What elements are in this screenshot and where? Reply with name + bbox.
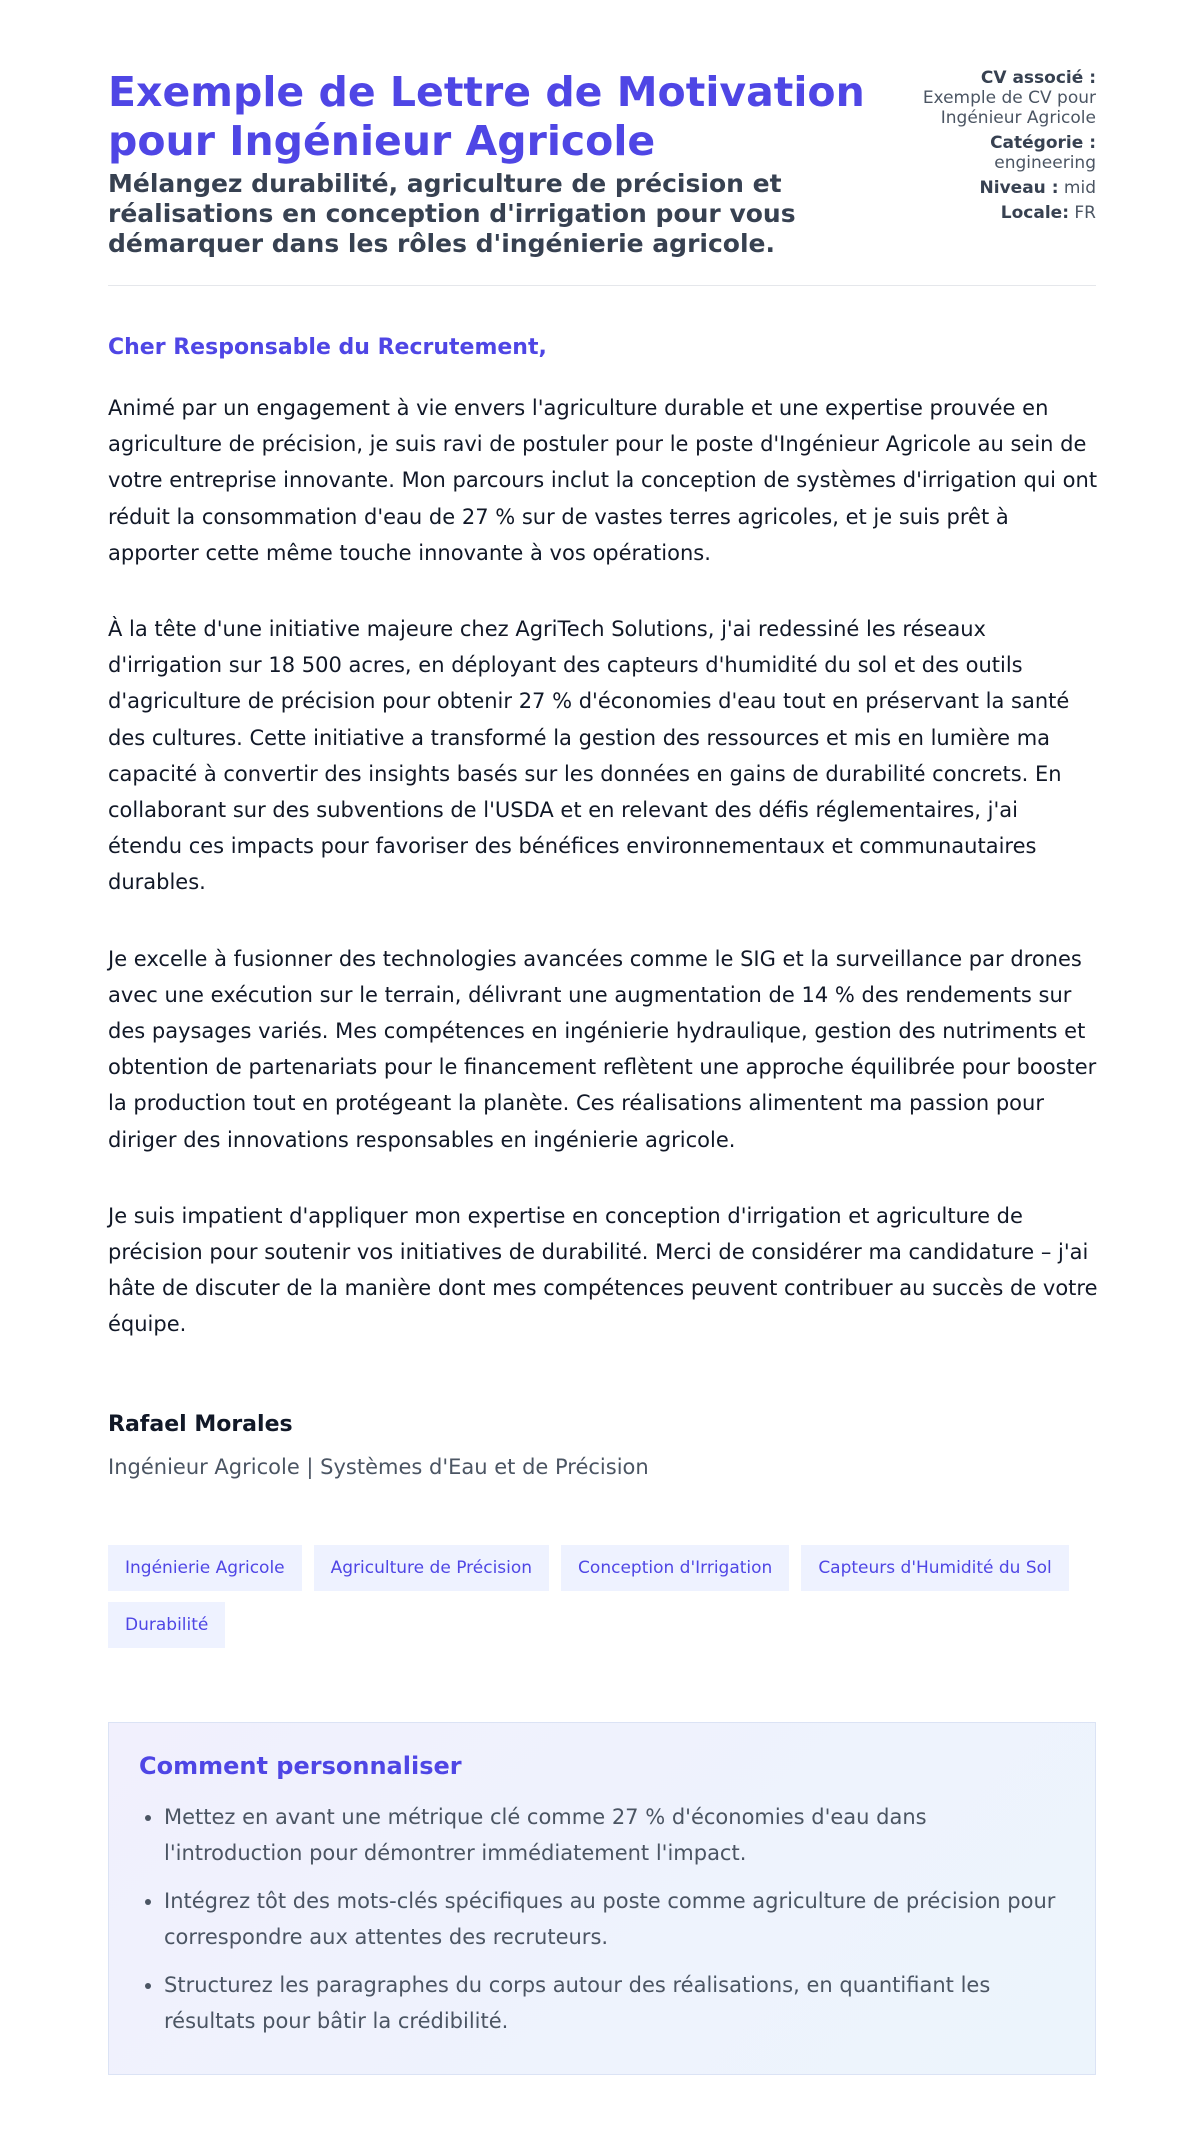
meta-level xyxy=(896,178,1096,198)
signature-name: Rafael Morales xyxy=(108,1412,293,1437)
meta-locale-value: FR xyxy=(1074,203,1096,223)
meta-panel xyxy=(896,68,1096,228)
meta-level-value: mid xyxy=(1063,178,1096,198)
letter-paragraph: Je suis impatient d'appliquer mon expertise en conception d'irrigation et agriculture de précision pour soutenir vos initiatives de durabilité. Merci de considérer ma candidature – j'ai hâte de discuter de la manière dont mes compétences peuvent contribuer au succès de votre équipe. xyxy=(108,1203,1098,1337)
tips-item: • Intégrez tôt des mots-clés spécifiques au poste comme agriculture de précision pour correspondre aux attentes des recruteurs. xyxy=(164,1883,1065,1955)
tips-panel xyxy=(108,1722,1096,2075)
letter-paragraph: Je excelle à fusionner des technologies avancées comme le SIG et la surveillance par drones avec une exécution sur le terrain, délivrant une augmentation de 14 % des rendements sur des paysages variés. Mes compétences en ingénierie hydraulique, gestion des nutriments et obtention de partenariats pour le financement reflètent une approche équilibrée pour booster la production tout en protégeant la planète. Ces réalisations alimentent ma passion pour diriger des innovations responsables en ingénierie agricole. xyxy=(108,946,1097,1152)
tips-item: • Mettez en avant une métrique clé comme 27 % d'économies d'eau dans l'introduction pour démontrer immédiatement l'impact. xyxy=(164,1799,1065,1871)
salutation: Cher Responsable du Recrutement, xyxy=(108,335,547,360)
tips-title: Comment personnaliser xyxy=(139,1752,462,1780)
tips-item: • Structurez les paragraphes du corps autour des réalisations, en quantifiant les résultats pour bâtir la crédibilité. xyxy=(164,1967,1065,2039)
tag-list xyxy=(108,1545,1098,1648)
meta-locale xyxy=(896,203,1096,223)
page-subtitle: Mélangez durabilité, agriculture de précision et réalisations en conception d'irrigation pour vous démarquer dans les rôles d'ingénierie agricole. xyxy=(108,169,796,258)
meta-cv-label: CV associé : xyxy=(980,68,1096,88)
letter-paragraph: À la tête d'une initiative majeure chez AgriTech Solutions, j'ai redessiné les réseaux d'irrigation sur 18 500 acres, en déployant des capteurs d'humidité du sol et des outils d'agriculture de précision pour obtenir 27 % d'économies d'eau tout en préservant la santé des cultures. Cette initiative a transformé la gestion des ressources et mis en lumière ma capacité à convertir des insights basés sur les données en gains de durabilité concrets. En collaborant sur des subventions de l'USDA et en relevant des défis réglementaires, j'ai étendu ces impacts pour favoriser des bénéfices environnementaux et communautaires durables. xyxy=(108,617,1070,895)
tips-list xyxy=(139,1799,1065,2039)
letter-body xyxy=(108,390,1098,1383)
tag: Durabilité xyxy=(108,1602,225,1648)
header xyxy=(108,68,1096,259)
meta-category-value: engineering xyxy=(994,153,1096,173)
meta-cv xyxy=(896,68,1096,128)
meta-cv-value: Exemple de CV pour Ingénieur Agricole xyxy=(922,88,1096,128)
tag: Capteurs d'Humidité du Sol xyxy=(801,1545,1068,1591)
letter-paragraph: Animé par un engagement à vie envers l'agriculture durable et une expertise prouvée en agriculture de précision, je suis ravi de postuler pour le poste d'Ingénieur Agricole au sein de votre entreprise innovante. Mon parcours inclut la conception de systèmes d'irrigation qui ont réduit la consommation d'eau de 27 % sur de vastes terres agricoles, et je suis prêt à apporter cette même touche innovante à vos opérations. xyxy=(108,396,1098,565)
tag: Ingénierie Agricole xyxy=(108,1545,302,1591)
meta-category-label: Catégorie : xyxy=(990,133,1096,153)
title-block xyxy=(108,68,868,259)
tag: Agriculture de Précision xyxy=(314,1545,549,1591)
signature-title: Ingénieur Agricole | Systèmes d'Eau et de Précision xyxy=(108,1455,649,1479)
tag: Conception d'Irrigation xyxy=(561,1545,789,1591)
meta-locale-label: Locale: xyxy=(1000,203,1069,223)
header-divider xyxy=(108,285,1096,286)
meta-category xyxy=(896,133,1096,173)
page-title: Exemple de Lettre de Motivation pour Ingénieur Agricole xyxy=(108,68,865,165)
meta-level-label: Niveau : xyxy=(979,178,1059,198)
